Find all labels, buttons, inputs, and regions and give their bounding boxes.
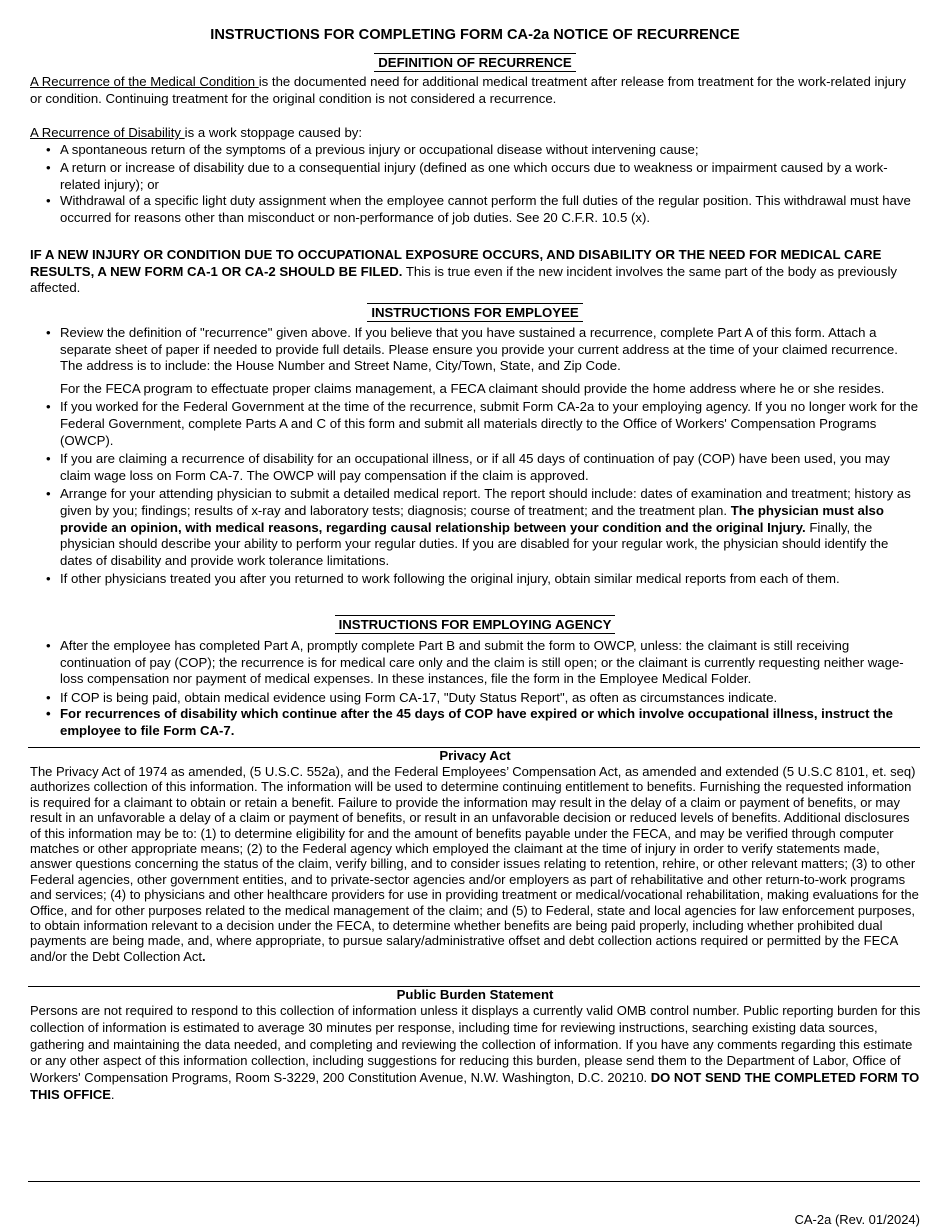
page-title: INSTRUCTIONS FOR COMPLETING FORM CA-2a NOTICE OF RECURRENCE [210, 27, 740, 43]
list-item: • If you are claiming a recurrence of disability for an occupational illness, or if all 45 days of continuation of pay (COP) have been used, you may claim wage loss on Form CA-7. The OWCP will pay compensation if the claim is approved. [30, 451, 920, 484]
disability-term: A Recurrence of Disability [30, 125, 185, 140]
agency-heading: INSTRUCTIONS FOR EMPLOYING AGENCY [30, 615, 920, 634]
list-item: • A spontaneous return of the symptoms of a previous injury or occupational disease without intervening cause; [30, 142, 920, 159]
list-item: • Withdrawal of a specific light duty assignment when the employee cannot perform the full duties of the regular position. This withdrawal must have occurred for reasons other than misconduct or non-performance of job duties. See 20 C.F.R. 10.5 (x). [30, 193, 920, 226]
definition-heading: DEFINITION OF RECURRENCE [30, 53, 920, 72]
list-item: • If you worked for the Federal Government at the time of the recurrence, submit Form CA-2a to your employing agency. If you no longer work for the Federal Government, complete Parts A and C of this form and submit all materials directly to the Office of Workers' Compensation Programs (OWCP). [30, 399, 920, 449]
medical-term: A Recurrence of the Medical Condition [30, 74, 259, 89]
employee-instructions [30, 325, 920, 588]
privacy-heading: Privacy Act [439, 748, 511, 763]
burden-text: Persons are not required to respond to this collection of information unless it displays a currently valid OMB control number. Public reporting burden for this collection of information is estimated to average 30 minutes per response, including time for reviewing instructions, searching existing data sources, gathering and maintaining the data needed, and completing and reviewing the collection of information. If you have any comments regarding this estimate or any other aspect of this information collection, including suggestions for reducing this burden, please send them to the Department of Labor, Office of Workers' Compensation Programs, Room S-3229, 200 Constitution Avenue, N.W. Washington, D.C. 20210. DO NOT SEND THE COMPLETED FORM TO THIS OFFICE. [30, 1003, 921, 1102]
list-item: • If other physicians treated you after you returned to work following the original injury, obtain similar medical reports from each of them. [30, 571, 920, 588]
privacy-text: The Privacy Act of 1974 as amended, (5 U.S.C. 552a), and the Federal Employees’ Compensation Act, as amended and extended (5 U.S.C 8101, et. seq) authorizes collection of this information. The information will be used to determine continuing entitlement to benefits. Furnishing the requested information is required for a claimant to obtain or retain a benefit. Failure to provide the information may result in the delay of a claim or payment of benefits, or may result in an unfavorable a delay of a claim or payment of benefits, or result in an unfavorable decision or reduced levels of benefits. Additional disclosures of this information may be to: (1) to determine eligibility for and the amount of benefits payable under the FECA, and may be verified through computer matches or other appropriate means; (2) to the Federal agency which employed the claimant at the time of injury in order to verify statements made, answer questions concerning the status of the claim, verify billing, and to consider issues relating to retention, rehire, or other relevant matters; (3) to other Federal agencies, other government entities, and to private-sector agencies and/or employers as part of rehabilitative and other return-to-work programs and services; (4) to physicians and other healthcare providers for use in providing treatment or medical/vocational rehabilitation, making evaluations for the Office, and for other purposes related to the medical management of the claim; and (5) to Federal, state and local agencies for law enforcement purposes, to obtain information relevant to a decision under the FECA, to determine whether benefits are being paid properly, including whether prohibited dual payments are being made, and, where appropriate, to pursue salary/administrative offset and debt collection actions required or permitted by the FECA and/or the Debt Collection Act. [30, 764, 919, 964]
definition-medical: A Recurrence of the Medical Condition is the documented need for additional medical treatment after release from treatment for the work-related injury or condition. Continuing treatment for the original condition is not considered a recurrence. [30, 74, 906, 106]
list-item: • For recurrences of disability which continue after the 45 days of COP have expired or which involve occupational illness, instruct the employee to file Form CA-7. [30, 706, 920, 739]
employee-heading: INSTRUCTIONS FOR EMPLOYEE [30, 303, 920, 322]
burden-heading: Public Burden Statement [396, 987, 554, 1002]
list-item: • After the employee has completed Part A, promptly complete Part B and submit the form to OWCP, unless: the claimant is still receiving continuation of pay (COP); the recurrence is for medical care only and the claim is still open; or the claimant is currently requesting neither wage-loss compensation nor payment of medical expenses. In these instances, file the form in the Employee Medical Folder. [30, 638, 920, 688]
agency-instructions [30, 638, 920, 740]
form-revision: CA-2a (Rev. 01/2024) [794, 1212, 920, 1227]
definition-disability: A Recurrence of Disability is a work stoppage caused by: • A spontaneous return of the symptoms of a previous injury or occupational disease without intervening cause; • A return or increase of disability due to a consequential injury (defined as one which occurs due to weakness or impairment caused by a work-related injury); or • Withdrawal of a specific light duty assignment when the employee cannot perform the full duties of the regular position. This withdrawal must have occurred for reasons other than misconduct or non-performance of job duties. See 20 C.F.R. 10.5 (x). [30, 125, 920, 227]
new-injury-note: IF A NEW INJURY OR CONDITION DUE TO OCCUPATIONAL EXPOSURE OCCURS, AND DISABILITY OR THE NEED FOR MEDICAL CARE RESULTS, A NEW FORM CA-1 OR CA-2 SHOULD BE FILED. This is true even if the new incident involves the same part of the body as previously affected. [30, 247, 897, 296]
divider [28, 1181, 920, 1182]
list-item: • Review the definition of "recurrence" given above. If you believe that you have sustained a recurrence, complete Part A of this form. Attach a separate sheet of paper if needed to provide full details. Please ensure you provide your current address at the time of your claimed recurrence. The address is to include: the House Number and Street Name, City/Town, State, and Zip Code. For the FECA program to effectuate proper claims management, a FECA claimant should provide the home address where he or she resides. [30, 325, 920, 397]
list-item: • A return or increase of disability due to a consequential injury (defined as one which occurs due to weakness or impairment caused by a work-related injury); or [30, 160, 920, 193]
disability-list [30, 142, 920, 227]
address-note: For the FECA program to effectuate proper claims management, a FECA claimant should provide the home address where he or she resides. [60, 380, 885, 396]
list-item: • Arrange for your attending physician to submit a detailed medical report. The report should include: dates of examination and treatment; history as given by you; findings; results of x-ray and laboratory tests; diagnosis; course of treatment; and the treatment plan. The physician must also provide an opinion, with medical reasons, regarding causal relationship between your condition and the original Injury. Finally, the physician should describe your ability to perform your regular duties. If you are disabled for your regular work, the physician should identify the dates of disability and provide work tolerance limitations. [30, 486, 920, 569]
list-item: • If COP is being paid, obtain medical evidence using Form CA-17, "Duty Status Report", as often as circumstances indicate. [30, 690, 920, 707]
